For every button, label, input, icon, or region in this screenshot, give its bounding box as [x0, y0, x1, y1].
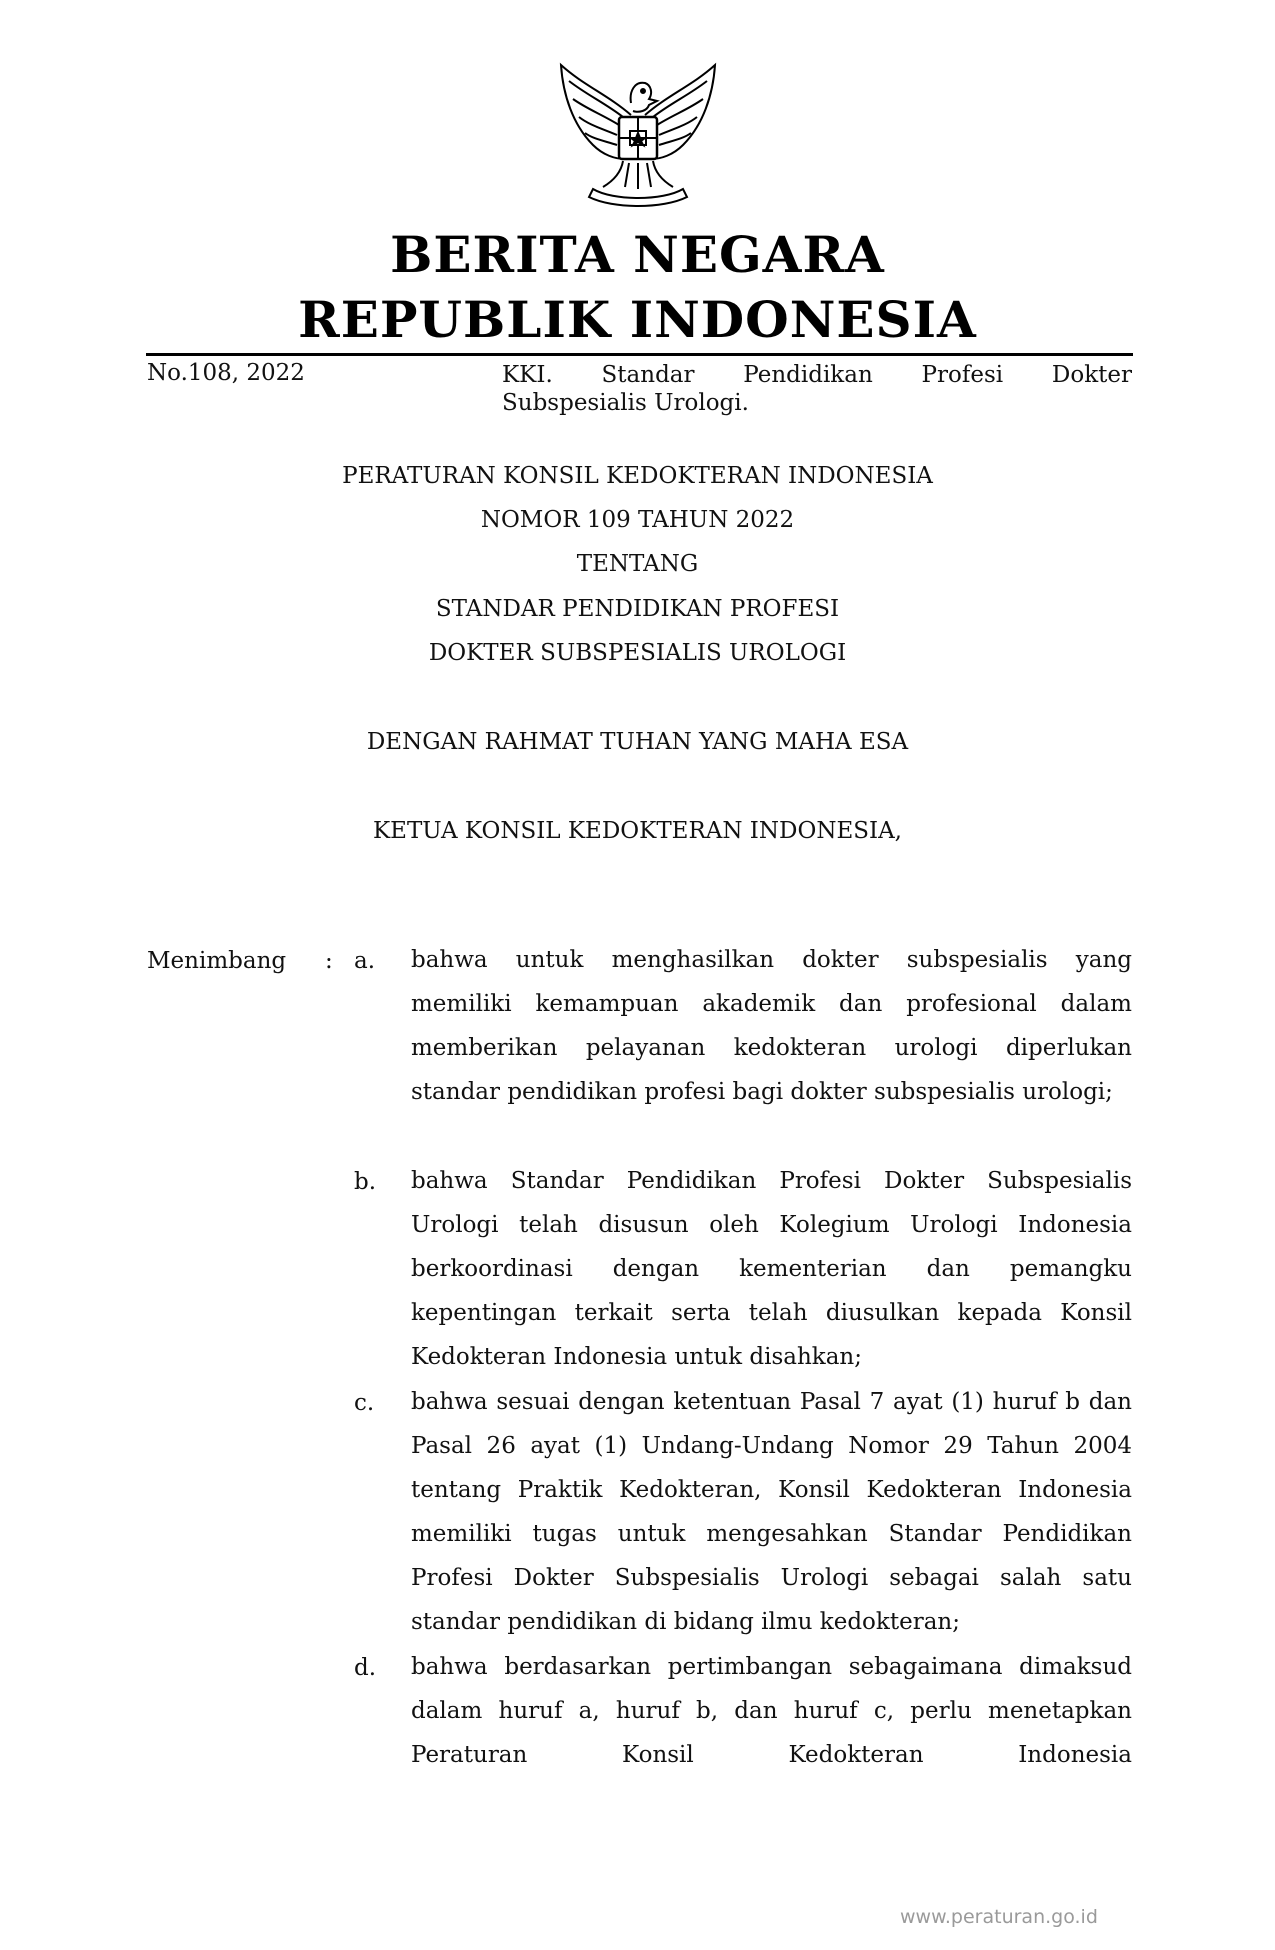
considering-item-letter: d.: [354, 1655, 377, 1681]
issuing-authority: KETUA KONSIL KEDOKTERAN INDONESIA,: [372, 818, 902, 844]
considering-item-letter: a.: [354, 948, 376, 974]
regulation-number: NOMOR 109 TAHUN 2022: [480, 507, 795, 533]
gazette-title-line2: REPUBLIK INDONESIA: [298, 290, 977, 349]
considering-label: Menimbang: [147, 948, 287, 974]
gazette-number: No.108, 2022: [147, 360, 305, 386]
footer-url: www.peraturan.go.id: [900, 1906, 1098, 1928]
gazette-summary-line2: Subspesialis Urologi.: [502, 390, 749, 416]
regulation-about: TENTANG: [576, 551, 699, 577]
considering-item-text: bahwa Standar Pendidikan Profesi Dokter Subspesialis Urologi telah disusun oleh Kolegium Urologi Indonesia berkoordinasi dengan kementerian dan pemangku kepentingan terkait serta telah diusulkan kepada Konsil Kedokteran Indonesia untuk disahkan;: [411, 1168, 1132, 1370]
considering-item-letter: c.: [354, 1390, 375, 1416]
considering-colon: :: [325, 948, 333, 974]
regulation-title: PERATURAN KONSIL KEDOKTERAN INDONESIA: [342, 463, 933, 489]
garuda-emblem-icon: [553, 55, 723, 215]
header-divider: [146, 353, 1133, 356]
considering-item-text: bahwa berdasarkan pertimbangan sebagaimana dimaksud dalam huruf a, huruf b, dan huruf c, perlu menetapkan Peraturan Konsil Kedokteran Indonesia: [411, 1654, 1132, 1768]
gazette-summary-line1: KKI. Standar Pendidikan Profesi Dokter: [502, 362, 1132, 388]
gazette-title-line1: BERITA NEGARA: [390, 225, 885, 284]
considering-item-text: bahwa sesuai dengan ketentuan Pasal 7 ayat (1) huruf b dan Pasal 26 ayat (1) Undang-Undang Nomor 29 Tahun 2004 tentang Praktik Kedokteran, Konsil Kedokteran Indonesia memiliki tugas untuk mengesahkan Standar Pendidikan Profesi Dokter Subspesialis Urologi sebagai salah satu standar pendidikan di bidang ilmu kedokteran;: [411, 1389, 1132, 1635]
invocation: DENGAN RAHMAT TUHAN YANG MAHA ESA: [366, 729, 909, 755]
regulation-subject-line1: STANDAR PENDIDIKAN PROFESI: [435, 596, 840, 622]
regulation-subject-line2: DOKTER SUBSPESIALIS UROLOGI: [428, 640, 847, 666]
considering-item-text: bahwa untuk menghasilkan dokter subspesialis yang memiliki kemampuan akademik dan profesional dalam memberikan pelayanan kedokteran urologi diperlukan standar pendidikan profesi bagi dokter subspesialis urologi;: [411, 947, 1132, 1105]
considering-item-letter: b.: [354, 1169, 377, 1195]
